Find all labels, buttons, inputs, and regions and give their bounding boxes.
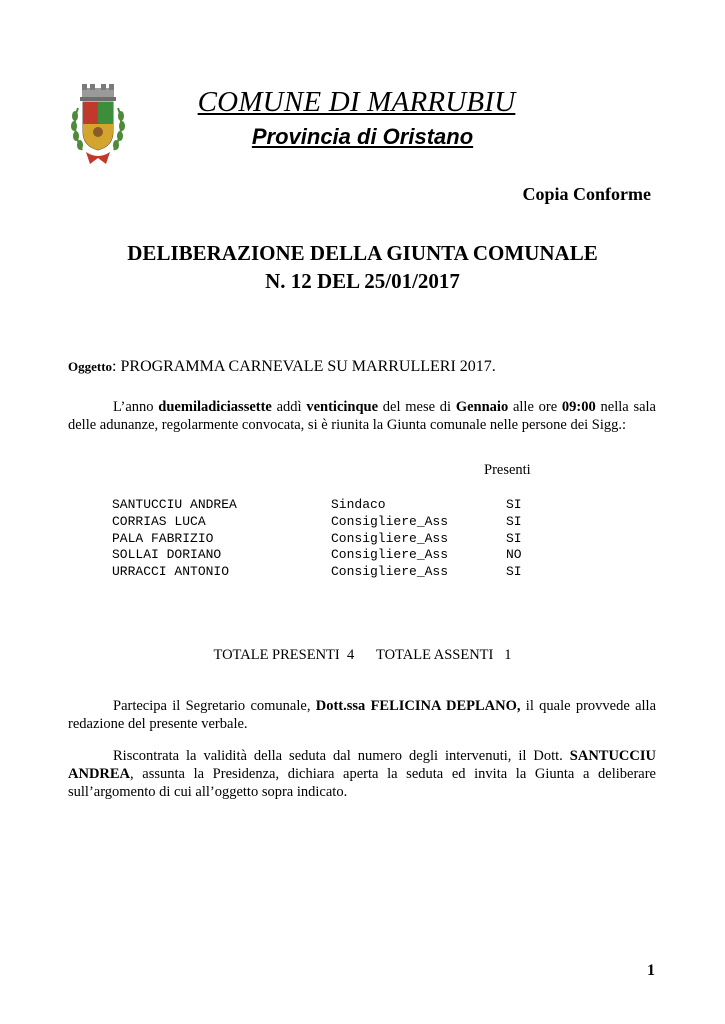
members-list — [112, 497, 552, 581]
presidency-paragraph: Riscontrata la validità della seduta dal numero degli intervenuti, il Dott. SANTUCCIU ANDREA, assunta la Presidenza, dichiara aperta la seduta ed invita la Giunta a deliberare sull’argomento di cui all’oggetto sopra indicato. — [68, 748, 656, 800]
oggetto-text: PROGRAMMA CARNEVALE SU MARRULLERI 2017. — [120, 358, 496, 375]
secretary-paragraph: Partecipa il Segretario comunale, Dott.ssa FELICINA DEPLANO, il quale provvede alla redazione del presente verbale. — [68, 698, 656, 732]
presenti-column-header: Presenti — [484, 462, 531, 478]
session-paragraph: L’anno duemiladiciassette addì venticinque del mese di Gennaio alle ore 09:00 nella sala delle adunanze, regolarmente convocata, si è riunita la Giunta comunale nelle persone dei Sigg.: — [68, 399, 656, 433]
member-row: SANTUCCIU ANDREA Sindaco SI — [112, 497, 522, 512]
oggetto-label: Oggetto — [68, 359, 113, 374]
member-row: URRACCI ANTONIO Consigliere_Ass SI — [112, 564, 522, 580]
member-row: PALA FABRIZIO Consigliere_Ass SI — [112, 530, 522, 546]
totals-line: TOTALE PRESENTI 4 TOTALE ASSENTI 1 — [213, 647, 512, 663]
copia-conforme-label: Copia Conforme — [522, 184, 651, 204]
deliberation-title: DELIBERAZIONE DELLA GIUNTA COMUNALE — [127, 241, 598, 265]
deliberation-number: N. 12 DEL 25/01/2017 — [265, 269, 460, 293]
member-row: CORRIAS LUCA Consigliere_Ass SI — [112, 513, 522, 529]
totale-assenti-value: 1 — [504, 647, 512, 663]
totale-presenti-value: 4 — [346, 647, 355, 663]
comune-title: COMUNE DI MARRUBIU — [197, 86, 516, 118]
page-number: 1 — [647, 962, 655, 979]
member-row: SOLLAI DORIANO Consigliere_Ass NO — [112, 547, 522, 563]
oggetto-line: Oggetto: PROGRAMMA CARNEVALE SU MARRULLERI 2017. — [68, 358, 496, 375]
provincia-subtitle: Provincia di Oristano — [251, 124, 474, 149]
